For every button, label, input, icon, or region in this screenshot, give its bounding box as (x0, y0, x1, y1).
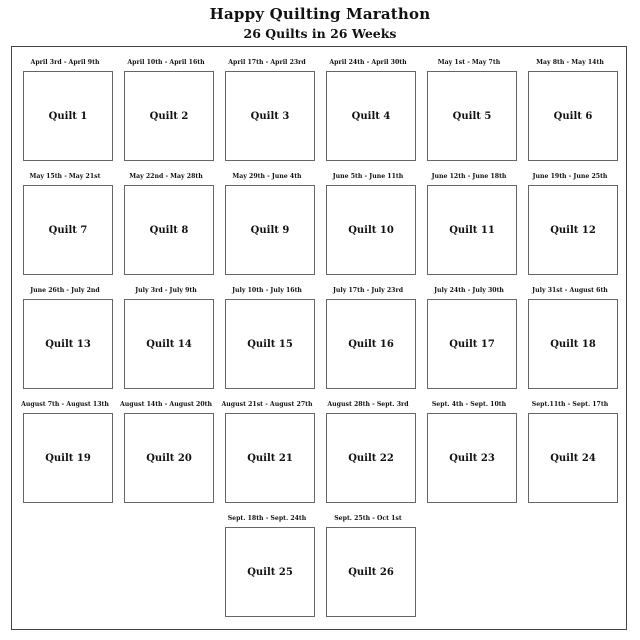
quilt-box (225, 527, 315, 617)
quilt-cell (118, 58, 214, 168)
quilt-label: Quilt 17 (449, 338, 495, 350)
week-range: Sept. 25th - Oct 1st (334, 515, 402, 522)
quilt-box (427, 413, 517, 503)
week-range: August 14th - August 20th (119, 401, 213, 408)
week-range: July 17th - July 23rd (332, 287, 404, 294)
quilt-box (427, 71, 517, 161)
page-subtitle: 26 Quilts in 26 Weeks (243, 26, 397, 41)
quilt-cell (421, 172, 517, 282)
quilt-label: Quilt 4 (351, 110, 391, 122)
week-range: Sept. 4th - Sept. 10th (431, 401, 507, 408)
week-range: May 1st - May 7th (437, 59, 501, 66)
quilt-label: Quilt 11 (449, 224, 495, 236)
quilt-cell (421, 286, 517, 396)
week-range: July 24th - July 30th (434, 287, 504, 294)
quilt-box (326, 299, 416, 389)
week-range: July 3rd - July 9th (135, 287, 197, 294)
quilt-label: Quilt 8 (149, 224, 189, 236)
quilt-cell (118, 400, 214, 510)
quilt-label: Quilt 24 (550, 452, 596, 464)
quilt-label: Quilt 7 (48, 224, 88, 236)
week-range: May 8th - May 14th (536, 59, 604, 66)
quilt-cell (17, 400, 113, 510)
week-range: May 15th - May 21st (29, 173, 101, 180)
quilt-box (427, 299, 517, 389)
quilt-cell (522, 58, 618, 168)
quilt-box (326, 71, 416, 161)
quilt-label: Quilt 3 (250, 110, 290, 122)
quilt-label: Quilt 14 (146, 338, 192, 350)
quilt-label: Quilt 12 (550, 224, 596, 236)
quilt-cell (17, 58, 113, 168)
page-title: Happy Quilting Marathon (209, 5, 431, 23)
quilt-label: Quilt 20 (146, 452, 192, 464)
quilt-cell (219, 172, 315, 282)
quilt-box (124, 71, 214, 161)
quilt-cell (320, 286, 416, 396)
week-range: June 5th - June 11th (332, 173, 404, 180)
quilt-cell (118, 172, 214, 282)
quilt-cell (17, 286, 113, 396)
quilt-cell (219, 400, 315, 510)
quilt-label: Quilt 5 (452, 110, 492, 122)
quilt-box (225, 413, 315, 503)
quilt-cell (219, 286, 315, 396)
week-range: June 19th - June 25th (532, 173, 608, 180)
week-range: April 24th - April 30th (329, 59, 407, 66)
quilt-cell (320, 400, 416, 510)
week-range: May 22nd - May 28th (129, 173, 203, 180)
quilt-label: Quilt 9 (250, 224, 290, 236)
quilt-label: Quilt 21 (247, 452, 293, 464)
quilt-box (225, 71, 315, 161)
quilt-cell (522, 400, 618, 510)
week-range: Sept. 18th - Sept. 24th (227, 515, 307, 522)
week-range: August 21st - August 27th (221, 401, 313, 408)
week-range: May 29th - June 4th (232, 173, 302, 180)
quilt-box (23, 71, 113, 161)
quilt-cell (118, 286, 214, 396)
quilt-box (427, 185, 517, 275)
quilt-cell (522, 286, 618, 396)
quilt-box (326, 413, 416, 503)
week-range: August 28th - Sept. 3rd (327, 401, 409, 408)
quilt-label: Quilt 25 (247, 566, 293, 578)
quilt-box (124, 413, 214, 503)
quilt-label: Quilt 13 (45, 338, 91, 350)
quilt-label: Quilt 6 (553, 110, 593, 122)
week-range: June 12th - June 18th (431, 173, 507, 180)
quilt-label: Quilt 15 (247, 338, 293, 350)
quilt-box (528, 71, 618, 161)
week-range: June 26th - July 2nd (30, 287, 100, 294)
quilt-cell (522, 172, 618, 282)
quilt-cell (17, 172, 113, 282)
quilt-cell (421, 58, 517, 168)
quilt-box (23, 413, 113, 503)
quilt-cell (320, 172, 416, 282)
quilt-cell (320, 58, 416, 168)
quilt-box (528, 185, 618, 275)
quilt-cell (219, 514, 315, 624)
week-range: April 10th - April 16th (127, 59, 205, 66)
quilt-box (225, 185, 315, 275)
quilt-box (326, 185, 416, 275)
quilt-label: Quilt 18 (550, 338, 596, 350)
quilt-label: Quilt 10 (348, 224, 394, 236)
quilt-label: Quilt 16 (348, 338, 394, 350)
quilt-label: Quilt 22 (348, 452, 394, 464)
week-range: April 17th - April 23rd (228, 59, 306, 66)
quilt-box (225, 299, 315, 389)
quilt-label: Quilt 2 (149, 110, 189, 122)
quilt-cell (320, 514, 416, 624)
quilt-cell (421, 400, 517, 510)
quilt-cell (219, 58, 315, 168)
quilt-label: Quilt 23 (449, 452, 495, 464)
week-range: July 10th - July 16th (232, 287, 302, 294)
quilt-box (528, 413, 618, 503)
week-range: July 31st - August 6th (532, 287, 608, 294)
quilt-box (326, 527, 416, 617)
week-range: August 7th - August 13th (21, 401, 109, 408)
quilt-label: Quilt 26 (348, 566, 394, 578)
quilt-box (124, 185, 214, 275)
quilt-box (23, 185, 113, 275)
week-range: Sept.11th - Sept. 17th (531, 401, 609, 408)
quilt-box (23, 299, 113, 389)
quilt-box (124, 299, 214, 389)
week-range: April 3rd - April 9th (30, 59, 100, 66)
quilt-label: Quilt 1 (48, 110, 88, 122)
quilt-label: Quilt 19 (45, 452, 91, 464)
quilt-box (528, 299, 618, 389)
